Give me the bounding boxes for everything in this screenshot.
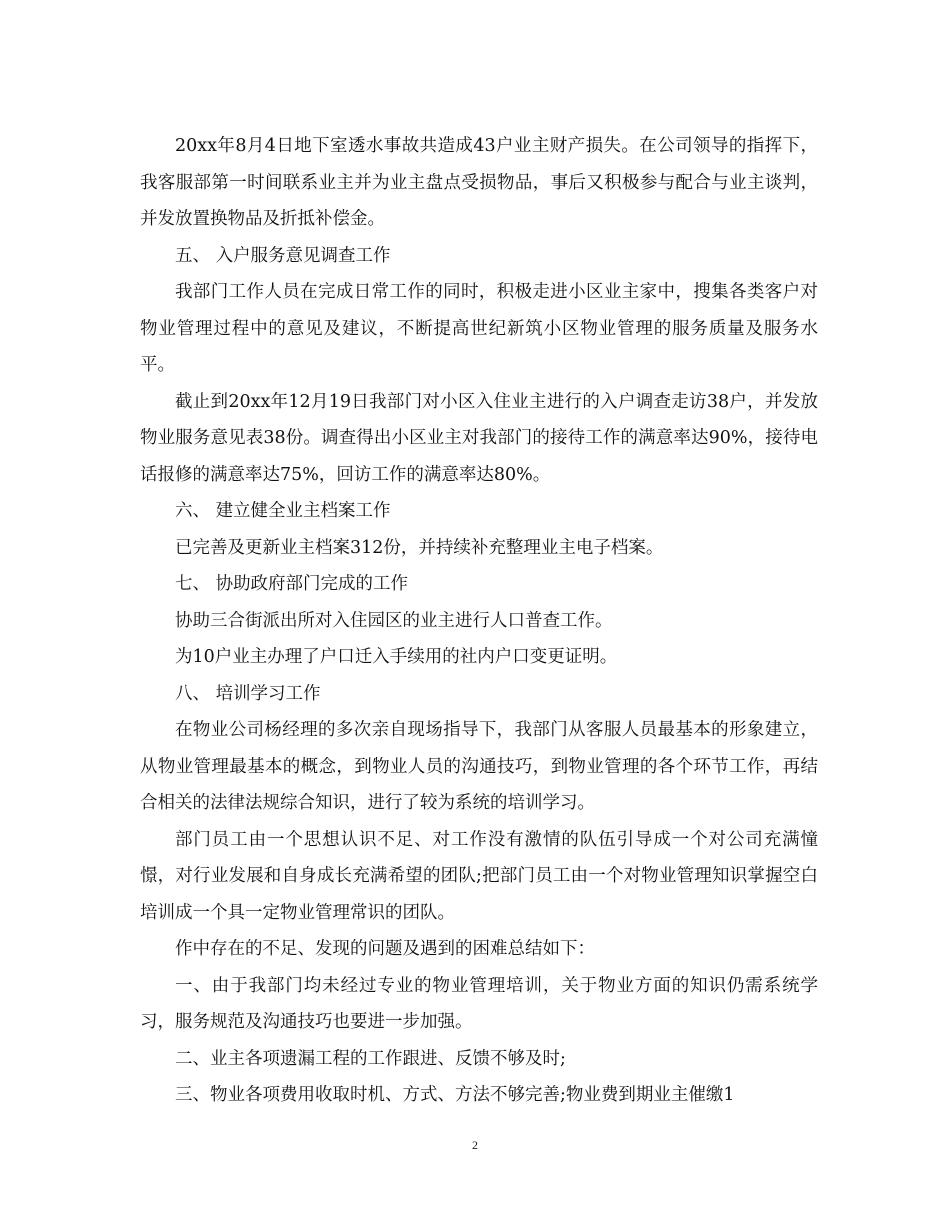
paragraph: 部门员工由一个思想认识不足、对工作没有激情的队伍引导成一个对公司充满憧憬，对行业发展和自身成长充满希望的团队;把部门员工由一个对物业管理知识掌握空白培训成一个具一定物业管理常识的团队。 <box>140 829 818 923</box>
paragraph: 我部门工作人员在完成日常工作的同时，积极走进小区业主家中，搜集各类客户对物业管理过程中的意见及建议，不断提高世纪新筑小区物业管理的服务质量及服务水平。 <box>140 282 818 375</box>
paragraph: 一、由于我部门均未经过专业的物业管理培训，关于物业方面的知识仍需系统学习，服务规范及沟通技巧也要进一步加强。 <box>140 975 818 1032</box>
paragraph: 协助三合街派出所对入住园区的业主进行人口普查工作。 <box>175 610 613 631</box>
paragraph: 在物业公司杨经理的多次亲自现场指导下，我部门从客服人员最基本的形象建立，从物业管理最基本的概念，到物业人员的沟通技巧，到物业管理的各个环节工作，再结合相关的法律法规综合知识，进行了较为系统的培训学习。 <box>140 720 818 813</box>
page-number: 2 <box>472 1138 478 1152</box>
paragraph: 二、业主各项遗漏工程的工作跟进、反馈不够及时; <box>175 1048 566 1069</box>
section-heading: 六、 建立健全业主档案工作 <box>175 501 391 521</box>
paragraph: 为10户业主办理了户口迁入手续用的社内户口变更证明。 <box>175 647 618 667</box>
document-body <box>140 128 818 1114</box>
paragraph: 20xx年8月4日地下室透水事故共造成43户业主财产损失。在公司领导的指挥下，我客服部第一时间联系业主并为业主盘点受损物品，事后又积极参与配合与业主谈判，并发放置换物品及折抵补偿金。 <box>140 136 818 229</box>
paragraph: 三、物业各项费用收取时机、方式、方法不够完善;物业费到期业主催缴1 <box>175 1085 735 1105</box>
paragraph: 截止到20xx年12月19日我部门对小区入住业主进行的入户调查走访38户，并发放物业服务意见表38份。调查得出小区业主对我部门的接待工作的满意率达90%，接待电话报修的满意率达75%，回访工作的满意率达80%。 <box>140 391 818 485</box>
section-heading: 八、 培训学习工作 <box>175 683 321 704</box>
section-heading: 五、 入户服务意见调查工作 <box>175 245 391 266</box>
section-heading: 七、 协助政府部门完成的工作 <box>175 574 409 594</box>
paragraph: 已完善及更新业主档案312份，并持续补充整理业主电子档案。 <box>175 537 664 558</box>
paragraph: 作中存在的不足、发现的问题及遇到的困难总结如下： <box>175 939 595 959</box>
